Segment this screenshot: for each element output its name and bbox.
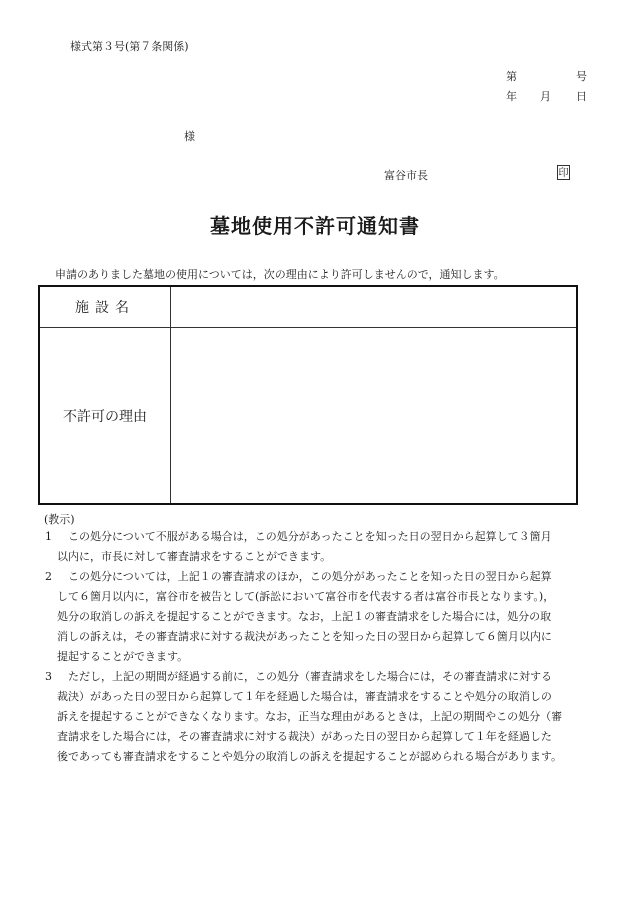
notice-item-number: 3	[45, 670, 52, 683]
document-number-suffix: 号	[576, 70, 587, 83]
notice-line: この処分について不服がある場合は，この処分があったことを知った日の翌日から起算して３箇月	[68, 530, 552, 543]
notice-line: 提起することができます。	[57, 650, 189, 663]
notice-item-number: 2	[45, 570, 52, 583]
notice-table	[38, 285, 578, 505]
reason-value-cell	[171, 328, 578, 505]
notice-line: 裁決）があった日の翌日から起算して１年を経過した場合は，審査請求をすることや処分の取消しの	[57, 690, 552, 703]
notice-item-1	[45, 527, 605, 567]
notice-line: して６箇月以内に，富谷市を被告として(訴訟において富谷市を代表する者は富谷市長となります。)，	[57, 590, 555, 603]
notice-item-number: 1	[45, 530, 52, 543]
notice-item-2	[45, 567, 605, 667]
notice-header: (教示)	[44, 513, 75, 526]
facility-value-cell	[171, 286, 578, 328]
notice-line: 処分の取消しの訴えを提起することができます。なお，上記１の審査請求をした場合には，処分の取	[57, 610, 552, 623]
document-number-prefix: 第	[506, 70, 517, 83]
date-month: 月	[540, 90, 551, 103]
date-day: 日	[576, 90, 587, 103]
seal-mark: 印	[557, 165, 570, 180]
notice-line: この処分については，上記１の審査請求のほか，この処分があったことを知った日の翌日から起算	[68, 570, 552, 583]
notice-line: 以内に，市長に対して審査請求をすることができます。	[57, 550, 332, 563]
reason-label-cell	[39, 328, 171, 505]
notice-line: 査請求をした場合には，その審査請求に対する裁決）があった日の翌日から起算して１年を経過した	[57, 730, 552, 743]
document-title: 墓地使用不許可通知書	[210, 214, 420, 238]
date-year: 年	[506, 90, 517, 103]
notice-line: 消しの訴えは，その審査請求に対する裁決があったことを知った日の翌日から起算して６箇月以内に	[57, 630, 552, 643]
facility-label-cell	[39, 286, 171, 328]
addressee-honorific: 様	[184, 130, 195, 143]
notice-line: 訴えを提起することができなくなります。なお，正当な理由があるときは，上記の期間やこの処分（審	[57, 710, 563, 723]
notice-line: ただし，上記の期間が経過する前に，この処分（審査請求をした場合には，その審査請求に対する	[68, 670, 552, 683]
intro-text: 申請のありました墓地の使用については，次の理由により許可しませんので，通知します。	[55, 268, 505, 281]
reason-label: 不許可の理由	[63, 408, 147, 425]
issuer-name: 富谷市長	[384, 169, 428, 182]
facility-label: 施設名	[75, 300, 135, 316]
facility-row	[39, 286, 577, 328]
notice-item-3	[45, 667, 605, 767]
reason-row	[39, 328, 577, 505]
notice-line: 後であっても審査請求をすることや処分の取消しの訴えを提起することが認められる場合があります。	[57, 750, 563, 763]
form-number: 様式第３号(第７条関係)	[70, 40, 189, 53]
